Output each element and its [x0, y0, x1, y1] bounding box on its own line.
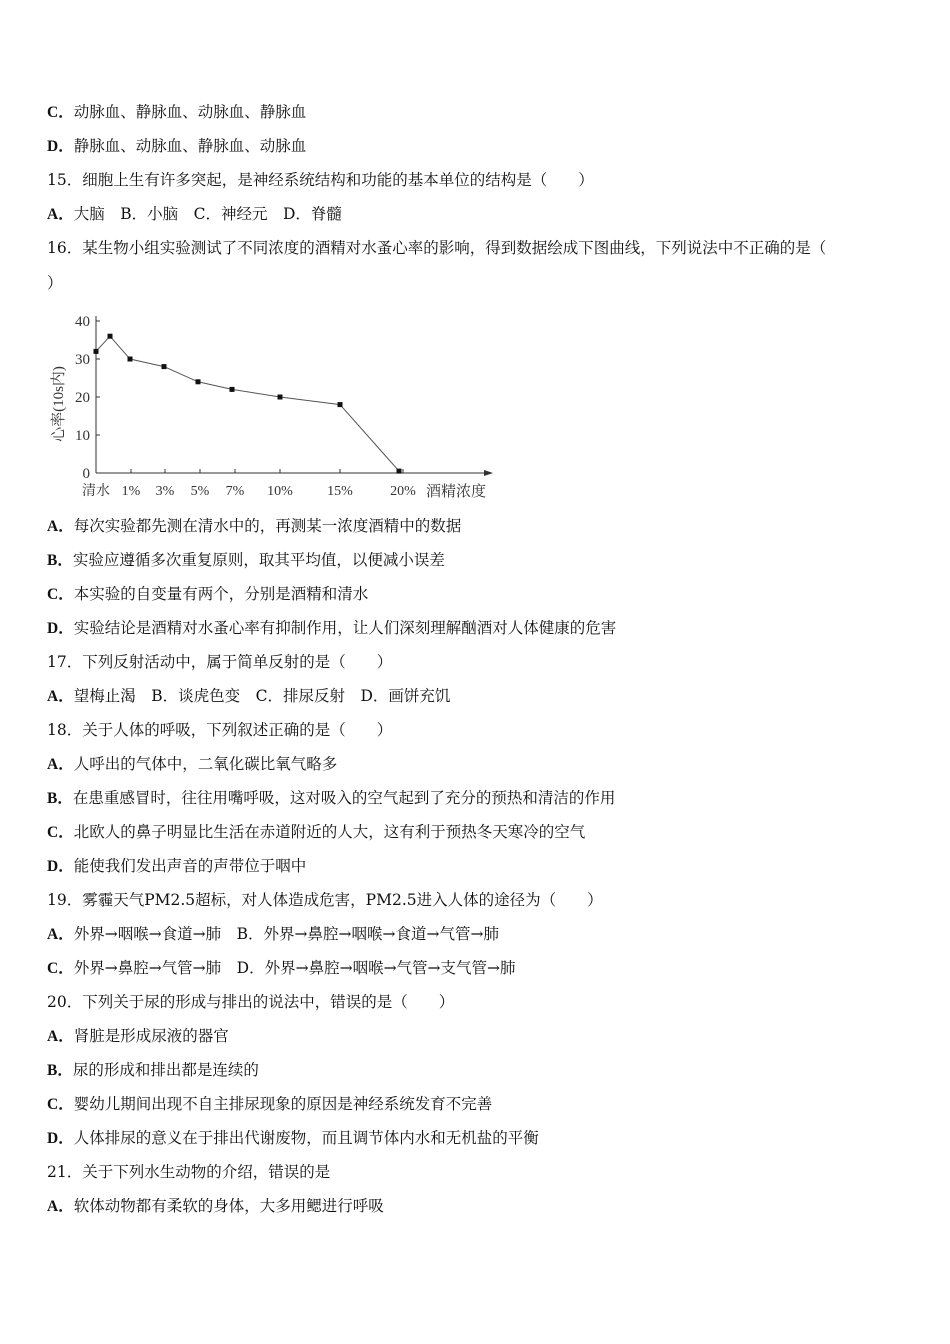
line-text: 婴幼儿期间出现不自主排尿现象的原因是神经系统发育不完善 [73, 1095, 493, 1113]
option-letter: D． [47, 620, 74, 637]
option-letter: C． [47, 960, 74, 977]
line-text: 外界→咽喉→食道→肺 B．外界→鼻腔→咽喉→食道→气管→肺 [73, 925, 499, 943]
option-letter: D． [47, 138, 74, 155]
x-axis-arrow [484, 470, 493, 476]
option-letter: B． [47, 790, 73, 807]
y-tick-label: 20 [75, 390, 90, 406]
data-point [338, 402, 343, 407]
x-tick-label: 1% [121, 484, 141, 499]
option-letter: A． [47, 756, 74, 773]
line-text: 动脉血、静脉血、动脉血、静脉血 [73, 103, 307, 121]
series-line [96, 336, 399, 471]
question-line [47, 170, 594, 190]
line-text: 实验应遵循多次重复原则，取其平均值，以便减小误差 [72, 551, 445, 569]
option-line [47, 754, 337, 775]
option-letter: D． [47, 858, 74, 875]
question-line [47, 992, 454, 1012]
data-point [196, 379, 201, 384]
line-text: 每次实验都先测在清水中的，再测某一浓度酒精中的数据 [73, 517, 462, 535]
line-text: 望梅止渴 B．谈虎色变 C．排尿反射 D．画饼充饥 [73, 687, 451, 705]
option-line [47, 1094, 492, 1115]
x-axis-label: 酒精浓度 [426, 484, 487, 500]
question-line [47, 890, 603, 910]
option-letter: D． [47, 1130, 74, 1147]
heart-rate-chart [44, 306, 514, 506]
line-text: 本实验的自变量有两个，分别是酒精和清水 [73, 585, 369, 603]
option-line [47, 550, 445, 571]
option-letter: B． [47, 552, 73, 569]
x-tick-label: 3% [155, 484, 175, 499]
question-line [47, 720, 392, 740]
line-text: 北欧人的鼻子明显比生活在赤道附近的人大，这有利于预热冬天寒冷的空气 [73, 823, 586, 841]
option-letter: C． [47, 586, 74, 603]
option-letter: C． [47, 1096, 74, 1113]
y-axis-label: 心率(10s内) [51, 366, 67, 442]
line-text: 能使我们发出声音的声带位于咽中 [73, 857, 307, 875]
question-line [47, 1162, 330, 1182]
line-text: 大脑 B．小脑 C．神经元 D．脊髓 [73, 205, 342, 223]
option-letter: B． [47, 1062, 73, 1079]
line-text: 21．关于下列水生动物的介绍，错误的是 [47, 1163, 331, 1181]
option-line [47, 1026, 229, 1047]
question-line [47, 273, 63, 293]
option-line [47, 686, 450, 707]
option-letter: C． [47, 824, 74, 841]
y-tick-label: 30 [75, 352, 90, 368]
line-text: 15．细胞上生有许多突起，是神经系统结构和功能的基本单位的结构是（ ） [47, 171, 594, 189]
option-line [47, 1196, 384, 1217]
option-letter: A． [47, 1028, 74, 1045]
line-text: 在患重感冒时，往往用嘴呼吸，这对吸入的空气起到了充分的预热和清洁的作用 [72, 789, 616, 807]
option-line [47, 204, 342, 225]
x-tick-label: 10% [267, 484, 293, 499]
option-line [47, 102, 306, 123]
x-tick-label: 15% [327, 484, 353, 499]
option-line [47, 924, 499, 945]
line-text: 肾脏是形成尿液的器官 [73, 1027, 229, 1045]
option-line [47, 584, 368, 605]
line-text: 实验结论是酒精对水蚤心率有抑制作用，让人们深刻理解酗酒对人体健康的危害 [73, 619, 617, 637]
option-letter: A． [47, 1198, 74, 1215]
option-letter: A． [47, 518, 74, 535]
data-point [128, 357, 133, 362]
question-line [47, 652, 392, 672]
option-letter: A． [47, 688, 74, 705]
question-line [47, 238, 826, 258]
y-tick-label: 10 [75, 428, 90, 444]
data-point [230, 387, 235, 392]
option-letter: A． [47, 926, 74, 943]
line-text: 18．关于人体的呼吸，下列叙述正确的是（ ） [47, 721, 393, 739]
line-text: ） [47, 274, 63, 292]
option-line [47, 516, 461, 537]
y-tick-label: 40 [75, 314, 90, 330]
option-line [47, 822, 585, 843]
line-text: 人呼出的气体中，二氧化碳比氧气略多 [73, 755, 338, 773]
data-point [108, 334, 113, 339]
line-text: 尿的形成和排出都是连续的 [72, 1061, 259, 1079]
x-tick-label: 清水 [82, 484, 110, 499]
option-line [47, 618, 616, 639]
data-point [162, 364, 167, 369]
option-line [47, 1060, 259, 1081]
option-letter: A． [47, 206, 74, 223]
x-tick-label: 7% [225, 484, 245, 499]
data-point [94, 349, 99, 354]
y-tick-label: 0 [82, 466, 90, 482]
line-text: 静脉血、动脉血、静脉血、动脉血 [73, 137, 307, 155]
x-tick-label: 20% [390, 484, 416, 499]
line-text: 16．某生物小组实验测试了不同浓度的酒精对水蚤心率的影响，得到数据绘成下图曲线，下列说法中不正确的是（ [47, 239, 827, 257]
data-point [278, 395, 283, 400]
option-line [47, 856, 306, 877]
line-text: 人体排尿的意义在于排出代谢废物，而且调节体内水和无机盐的平衡 [73, 1129, 539, 1147]
option-line [47, 136, 306, 157]
line-text: 软体动物都有柔软的身体，大多用鳃进行呼吸 [73, 1197, 384, 1215]
line-text: 19．雾霾天气PM2.5超标，对人体造成危害，PM2.5进入人体的途径为（ ） [47, 891, 603, 909]
x-tick-label: 5% [190, 484, 210, 499]
line-text: 外界→鼻腔→气管→肺 D．外界→鼻腔→咽喉→气管→支气管→肺 [73, 959, 516, 977]
line-text: 17．下列反射活动中，属于简单反射的是（ ） [47, 653, 393, 671]
option-letter: C． [47, 104, 74, 121]
data-point [397, 469, 402, 474]
option-line [47, 1128, 539, 1149]
line-text: 20．下列关于尿的形成与排出的说法中，错误的是（ ） [47, 993, 455, 1011]
option-line [47, 958, 516, 979]
option-line [47, 788, 615, 809]
